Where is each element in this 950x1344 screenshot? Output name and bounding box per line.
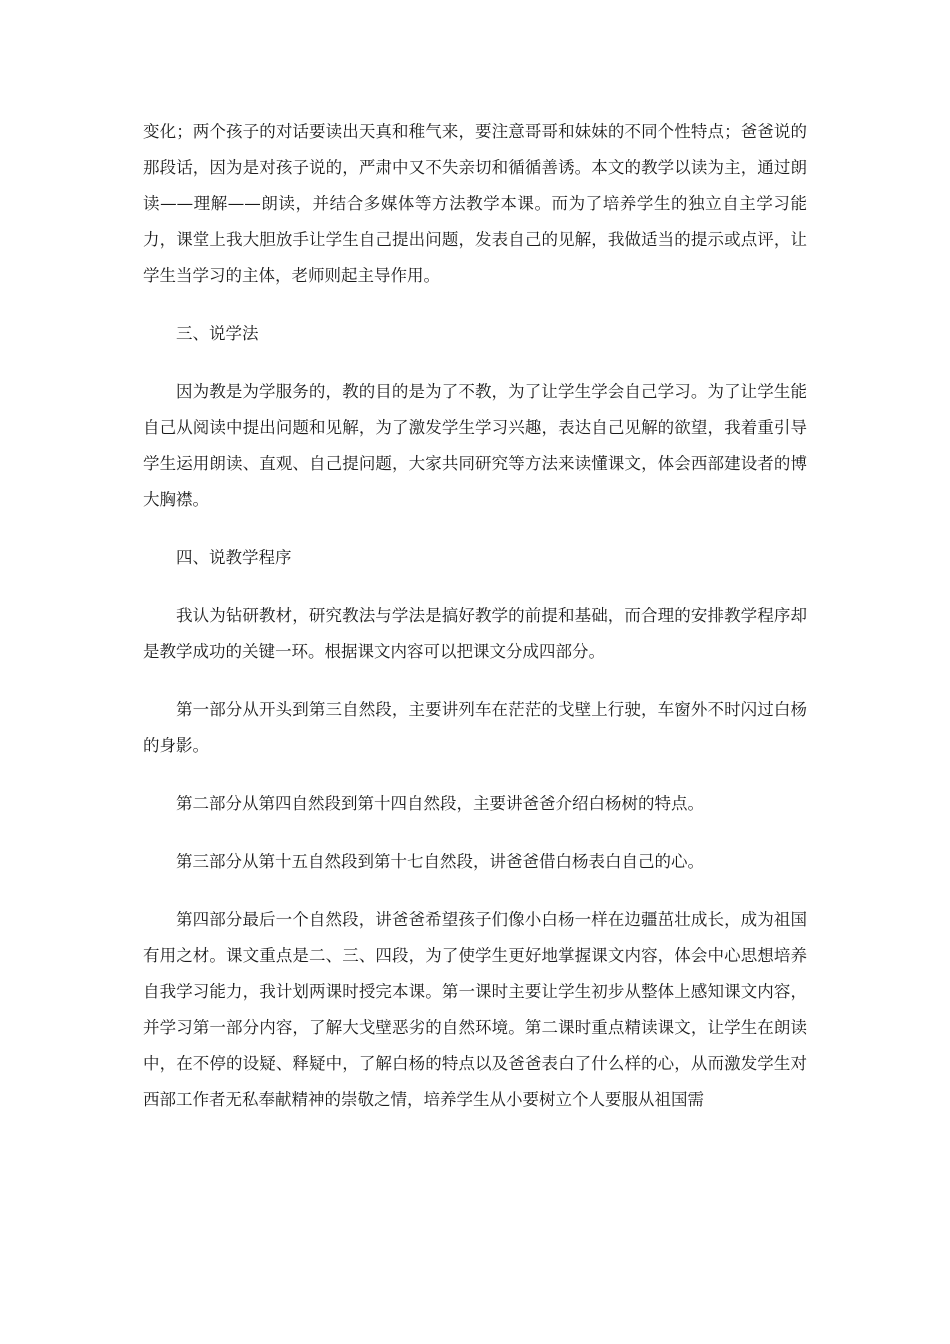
paragraph-procedure-intro: 我认为钻研教材，研究教法与学法是搞好教学的前提和基础，而合理的安排教学程序却是教学成功的关键一环。根据课文内容可以把课文分成四部分。	[143, 606, 807, 661]
paragraph-study-method: 因为教是为学服务的，教的目的是为了不教，为了让学生学会自己学习。为了让学生能自己从阅读中提出问题和见解，为了激发学生学习兴趣，表达自己见解的欲望，我着重引导学生运用朗读、直观、自己提问题，大家共同研究等方法来读懂课文，体会西部建设者的博大胸襟。	[143, 382, 807, 509]
paragraph-continuation: 变化；两个孩子的对话要读出天真和稚气来，要注意哥哥和妹妹的不同个性特点；爸爸说的那段话，因为是对孩子说的，严肃中又不失亲切和循循善诱。本文的教学以读为主，通过朗读——理解——朗读，并结合多媒体等方法教学本课。而为了培养学生的独立自主学习能力，课堂上我大胆放手让学生自己提出问题，发表自己的见解，我做适当的提示或点评，让学生当学习的主体，老师则起主导作用。	[143, 122, 807, 285]
section-heading-study-method: 三、说学法	[176, 324, 259, 343]
paragraph-part-three: 第三部分从第十五自然段到第十七自然段，讲爸爸借白杨表白自己的心。	[176, 852, 704, 871]
document-body	[143, 110, 807, 1140]
paragraph-part-one: 第一部分从开头到第三自然段，主要讲列车在茫茫的戈壁上行驶，车窗外不时闪过白杨的身影。	[143, 700, 807, 755]
paragraph-part-four: 第四部分最后一个自然段，讲爸爸希望孩子们像小白杨一样在边疆茁壮成长，成为祖国有用之材。课文重点是二、三、四段，为了使学生更好地掌握课文内容，体会中心思想培养自我学习能力，我计划两课时授完本课。第一课时主要让学生初步从整体上感知课文内容，并学习第一部分内容，了解大戈壁恶劣的自然环境。第二课时重点精读课文，让学生在朗读中，在不停的设疑、释疑中，了解白杨的特点以及爸爸表白了什么样的心，从而激发学生对西部工作者无私奉献精神的崇敬之情，培养学生从小要树立个人要服从祖国需	[143, 910, 807, 1109]
section-heading-teaching-procedure: 四、说教学程序	[176, 548, 292, 567]
paragraph-part-two: 第二部分从第四自然段到第十四自然段，主要讲爸爸介绍白杨树的特点。	[176, 794, 704, 813]
